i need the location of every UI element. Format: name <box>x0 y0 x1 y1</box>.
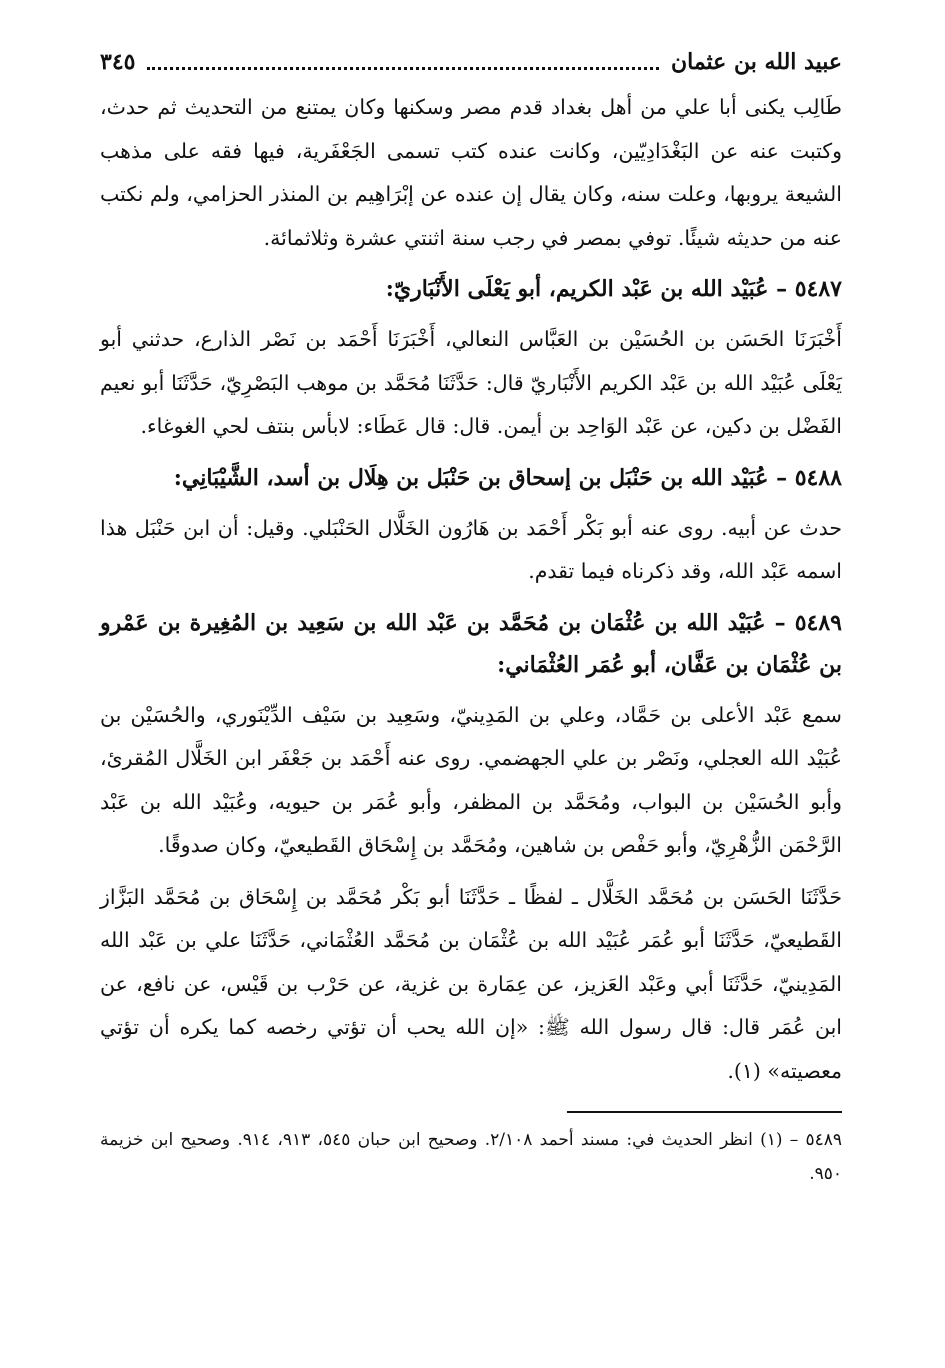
footnote: ٥٤٨٩ – (١) انظر الحديث في: مسند أحمد ٢/١٠٨. وصحيح ابن حبان ٥٤٥، ٩١٣، ٩١٤. وصحيح ابن خزيمة ٩٥٠. <box>100 1130 843 1184</box>
entry-heading-5487: ٥٤٨٧ – عُبَيْد الله بن عَبْد الكريم، أبو يَعْلَى الأَنْبَاريّ: <box>385 276 842 302</box>
entry-text-5487: أَخْبَرَنَا الحَسَن بن الحُسَيْن بن العَبَّاس النعالي، أَخْبَرَنَا أَحْمَد بن نَصْر الذارع، حدثني أبو يَعْلَى عُبَيْد الله بن عَبْد الكريم الأَنْبَاريّ قال: حَدَّثَنَا مُحَمَّد بن موهب البَصْرِيّ، حَدَّثَنَا أبو نعيم الفَضْل بن دكين، عن عَبْد الوَاحِد بن أيمن. قال: قال عَطَاء: لابأس بنتف لحي الغوغاء. <box>100 327 842 438</box>
book-page <box>100 44 842 1344</box>
header-dot-leader <box>147 67 659 70</box>
entry-text-5488: حدث عن أبيه. روى عنه أبو بَكْر أَحْمَد بن هَارُون الخَلَّال الحَنْبَلي. وقيل: أن ابن حَنْبَل هذا اسمه عَبْد الله، وقد ذكرناه فيما تقدم. <box>100 515 842 583</box>
footnote-separator <box>567 1111 842 1113</box>
paragraph-continuation: طَالِب يكنى أبا علي من أهل بغداد قدم مصر وسكنها وكان يمتنع من التحديث ثم حدث، وكتبت عنه عن البَغْدَادِيّين، وكانت عنده كتب تسمى الجَعْفَرية، فيها فقه على مذهب الشيعة يروبها، وعلت سنه، وكان يقال إن عنده عن إبْرَاهِيم بن المنذر الحزامي، ولم نكتب عنه من حديثه شيئًا. توفي بمصر في رجب سنة اثنتي عشرة وثلاثمائة. <box>100 95 842 250</box>
page-number: ٣٤٥ <box>100 49 136 75</box>
entry-text-5489-hadith: حَدَّثَنَا الحَسَن بن مُحَمَّد الخَلَّال ـ لفظًا ـ حَدَّثَنَا أبو بَكْر مُحَمَّد بن إِسْحَاق بن مُحَمَّد البَزَّاز القَطيعيّ، حَدَّثَنَا أبو عُمَر عُبَيْد الله بن عُثْمَان بن مُحَمَّد العُثْمَاني، حَدَّثَنَا علي بن عَبْد الله المَدِينيّ، حَدَّثَنَا أبي وعَبْد العَزيز، عن عِمَارة بن غزية، عن حَرْب بن قَيْس، عن نافع، عن ابن عُمَر قال: قال رسول الله ﷺ: «إن الله يحب أن تؤتي رخصه كما يكره أن تؤتي معصيته» (١). <box>100 884 842 1083</box>
entry-heading-5489: ٥٤٨٩ – عُبَيْد الله بن عُثْمَان بن مُحَمَّد بن عَبْد الله بن سَعِيد بن المُغِيرة بن عَمْرو بن عُثْمَان بن عَفَّان، أبو عُمَر العُثْمَاني: <box>100 609 842 678</box>
entry-text-5489-narrators: سمع عَبْد الأعلى بن حَمَّاد، وعلي بن المَدِينيّ، وسَعِيد بن سَيْف الدِّيْنَوري، والحُسَيْن بن عُبَيْد الله العجلي، ونَصْر بن علي الجهضمي. روى عنه أَحْمَد بن جَعْفَر ابن الخَلَّال المُقرئ، وأبو الحُسَيْن بن البواب، ومُحَمَّد بن المظفر، وأبو عُمَر بن حيويه، وعُبَيْد الله بن عَبْد الرَّحْمَن الزُّهْرِيّ، وأبو حَفْص بن شاهين، ومُحَمَّد بن إِسْحَاق القَطيعيّ، وكان صدوقًا. <box>100 702 842 857</box>
page-body <box>100 86 842 1093</box>
entry-heading-5488: ٥٤٨٨ – عُبَيْد الله بن حَنْبَل بن إسحاق بن حَنْبَل بن هِلَال بن أسد، الشَّيْبَانِي: <box>173 464 842 491</box>
running-title: عبيد الله بن عثمان <box>670 49 842 75</box>
running-header <box>100 44 842 80</box>
